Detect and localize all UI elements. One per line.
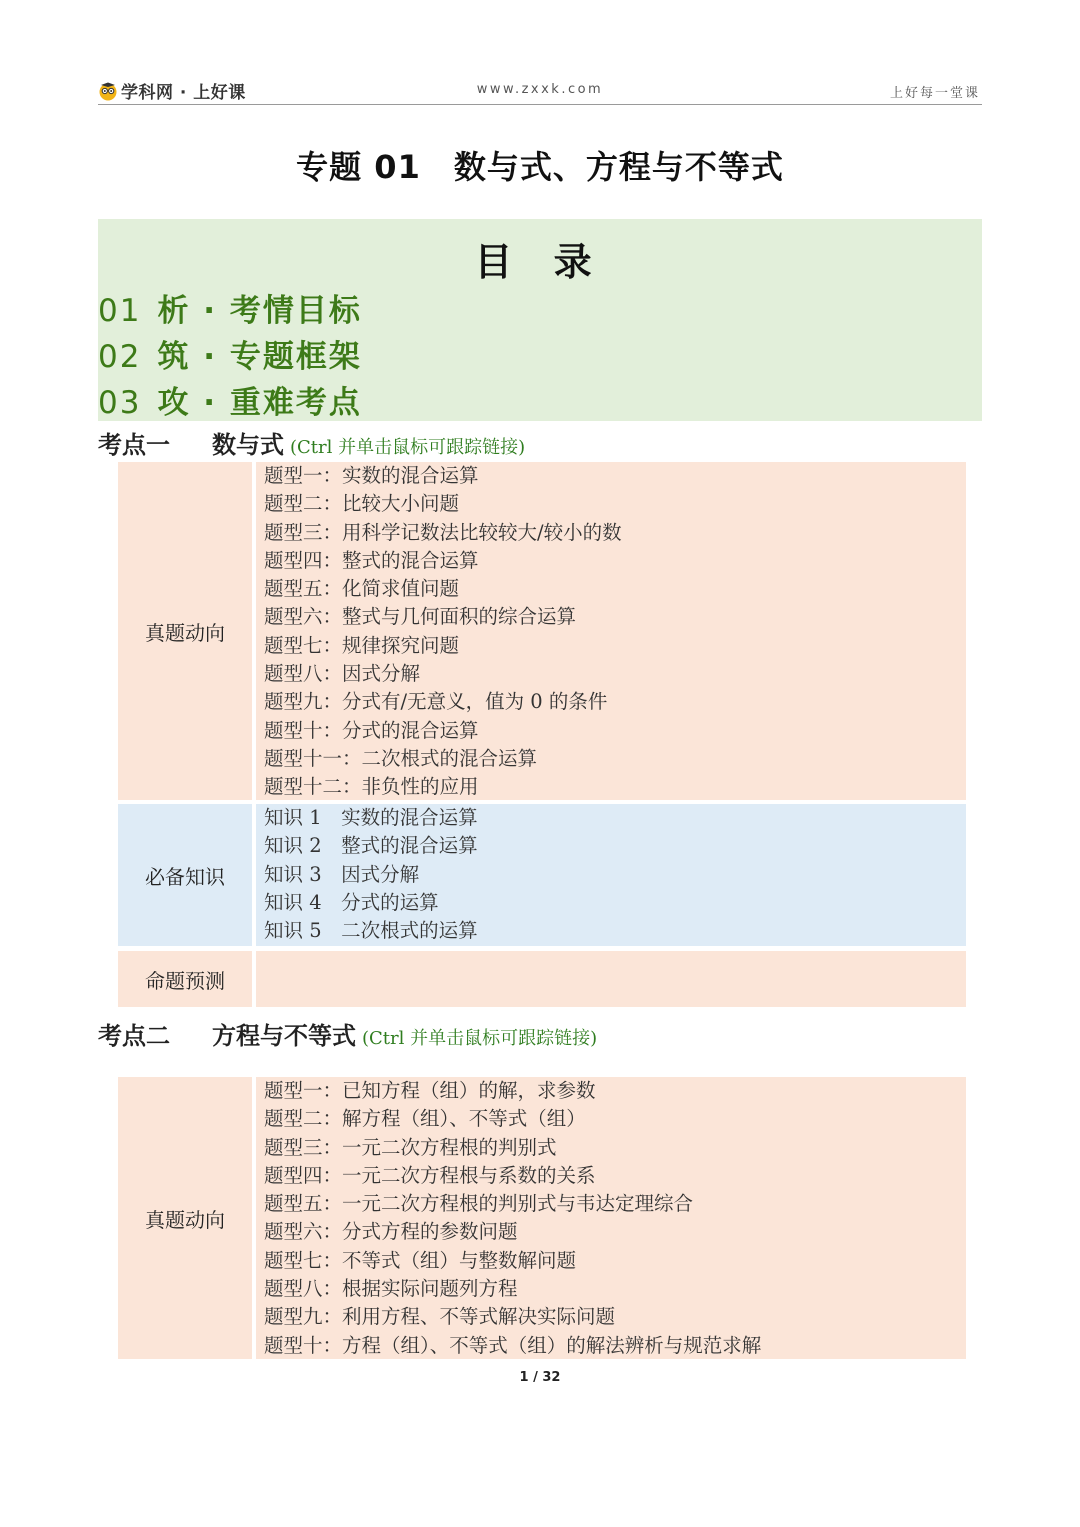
page-title: 专题 01 数与式、方程与不等式 bbox=[296, 148, 784, 186]
toc-item[interactable] bbox=[98, 331, 362, 376]
section-1-zhenti-row bbox=[118, 462, 966, 800]
row-content bbox=[256, 1077, 966, 1359]
list-item[interactable]: 题型一：实数的混合运算 bbox=[264, 464, 479, 487]
list-item[interactable]: 题型十二：非负性的应用 bbox=[264, 775, 479, 799]
section-1-heading[interactable] bbox=[98, 425, 525, 460]
list-item[interactable]: 题型四：整式的混合运算 bbox=[264, 548, 479, 572]
list-item[interactable]: 题型九：利用方程、不等式解决实际问题 bbox=[264, 1305, 616, 1329]
list-item[interactable]: 题型十：方程（组）、不等式（组）的解法辨析与规范求解 bbox=[264, 1333, 762, 1357]
link-hint: (Ctrl 并单击鼠标可跟踪链接) bbox=[290, 437, 526, 458]
list-item[interactable]: 题型十：分式的混合运算 bbox=[264, 718, 479, 742]
section-name: 方程与不等式 bbox=[212, 1022, 356, 1050]
section-1-bibei-row bbox=[118, 804, 966, 946]
list-item[interactable]: 知识 2 整式的混合运算 bbox=[264, 834, 478, 858]
list-item[interactable]: 题型四：一元二次方程根与系数的关系 bbox=[264, 1163, 596, 1187]
section-name: 数与式 bbox=[212, 431, 284, 459]
list-item[interactable]: 题型五：一元二次方程根的判别式与韦达定理综合 bbox=[264, 1192, 694, 1216]
toc-item[interactable] bbox=[98, 285, 362, 330]
toc-item-label: 攻 · 重难考点 bbox=[157, 385, 362, 421]
link-hint: (Ctrl 并单击鼠标可跟踪链接) bbox=[362, 1028, 598, 1049]
list-item[interactable]: 题型一：已知方程（组）的解，求参数 bbox=[264, 1079, 596, 1102]
list-item[interactable]: 题型七：不等式（组）与整数解问题 bbox=[264, 1248, 577, 1272]
list-item[interactable]: 知识 3 因式分解 bbox=[264, 862, 420, 886]
toc-item-label: 筑 · 专题框架 bbox=[157, 339, 362, 375]
toc-item-number: 03 bbox=[98, 385, 142, 421]
page-header bbox=[98, 76, 982, 105]
row-content bbox=[256, 951, 966, 1007]
topic-list bbox=[256, 1077, 966, 1360]
toc-item-number: 02 bbox=[98, 339, 142, 375]
slogan: 上好每一堂课 bbox=[889, 86, 980, 101]
section-prefix: 考点一 bbox=[98, 431, 170, 459]
list-item[interactable]: 题型九：分式有/无意义，值为 0 的条件 bbox=[264, 690, 608, 714]
row-label: 真题动向 bbox=[118, 462, 252, 800]
topic-list bbox=[256, 462, 966, 802]
list-item[interactable]: 知识 5 二次根式的运算 bbox=[264, 919, 478, 943]
list-item[interactable]: 题型二：比较大小问题 bbox=[264, 492, 460, 516]
page-number: 1 / 32 bbox=[519, 1370, 561, 1385]
table-of-contents bbox=[98, 219, 982, 421]
list-item[interactable]: 题型五：化简求值问题 bbox=[264, 577, 460, 601]
knowledge-list bbox=[256, 804, 966, 945]
list-item[interactable]: 题型六：分式方程的参数问题 bbox=[264, 1220, 518, 1244]
toc-heading: 目 录 bbox=[474, 240, 606, 284]
toc-item[interactable] bbox=[98, 377, 362, 422]
row-content bbox=[256, 804, 966, 946]
section-1-yuce-row bbox=[118, 951, 966, 1007]
list-item[interactable]: 知识 4 分式的运算 bbox=[264, 890, 439, 914]
list-item[interactable]: 题型三：用科学记数法比较较大/较小的数 bbox=[264, 520, 622, 544]
logo-text: 学科网 · 上好课 bbox=[121, 83, 246, 103]
list-item[interactable]: 知识 1 实数的混合运算 bbox=[264, 806, 478, 829]
list-item[interactable]: 题型八：因式分解 bbox=[264, 662, 421, 686]
row-label[interactable]: 命题预测 bbox=[118, 951, 252, 1007]
site-url[interactable]: www.zxxk.com bbox=[476, 82, 604, 97]
row-label: 真题动向 bbox=[118, 1077, 252, 1359]
list-item[interactable]: 题型二：解方程（组）、不等式（组） bbox=[264, 1107, 586, 1131]
section-2-zhenti-row bbox=[118, 1077, 966, 1359]
list-item[interactable]: 题型六：整式与几何面积的综合运算 bbox=[264, 605, 577, 629]
toc-item-number: 01 bbox=[98, 293, 142, 329]
list-item[interactable]: 题型八：根据实际问题列方程 bbox=[264, 1277, 518, 1301]
section-prefix: 考点二 bbox=[98, 1022, 170, 1050]
list-item[interactable]: 题型十一：二次根式的混合运算 bbox=[264, 746, 538, 770]
toc-item-label: 析 · 考情目标 bbox=[157, 293, 362, 329]
row-content bbox=[256, 462, 966, 800]
row-label: 必备知识 bbox=[118, 804, 252, 946]
list-item[interactable]: 题型七：规律探究问题 bbox=[264, 633, 460, 657]
section-2-heading[interactable] bbox=[98, 1016, 597, 1051]
list-item[interactable]: 题型三：一元二次方程根的判别式 bbox=[264, 1135, 557, 1159]
